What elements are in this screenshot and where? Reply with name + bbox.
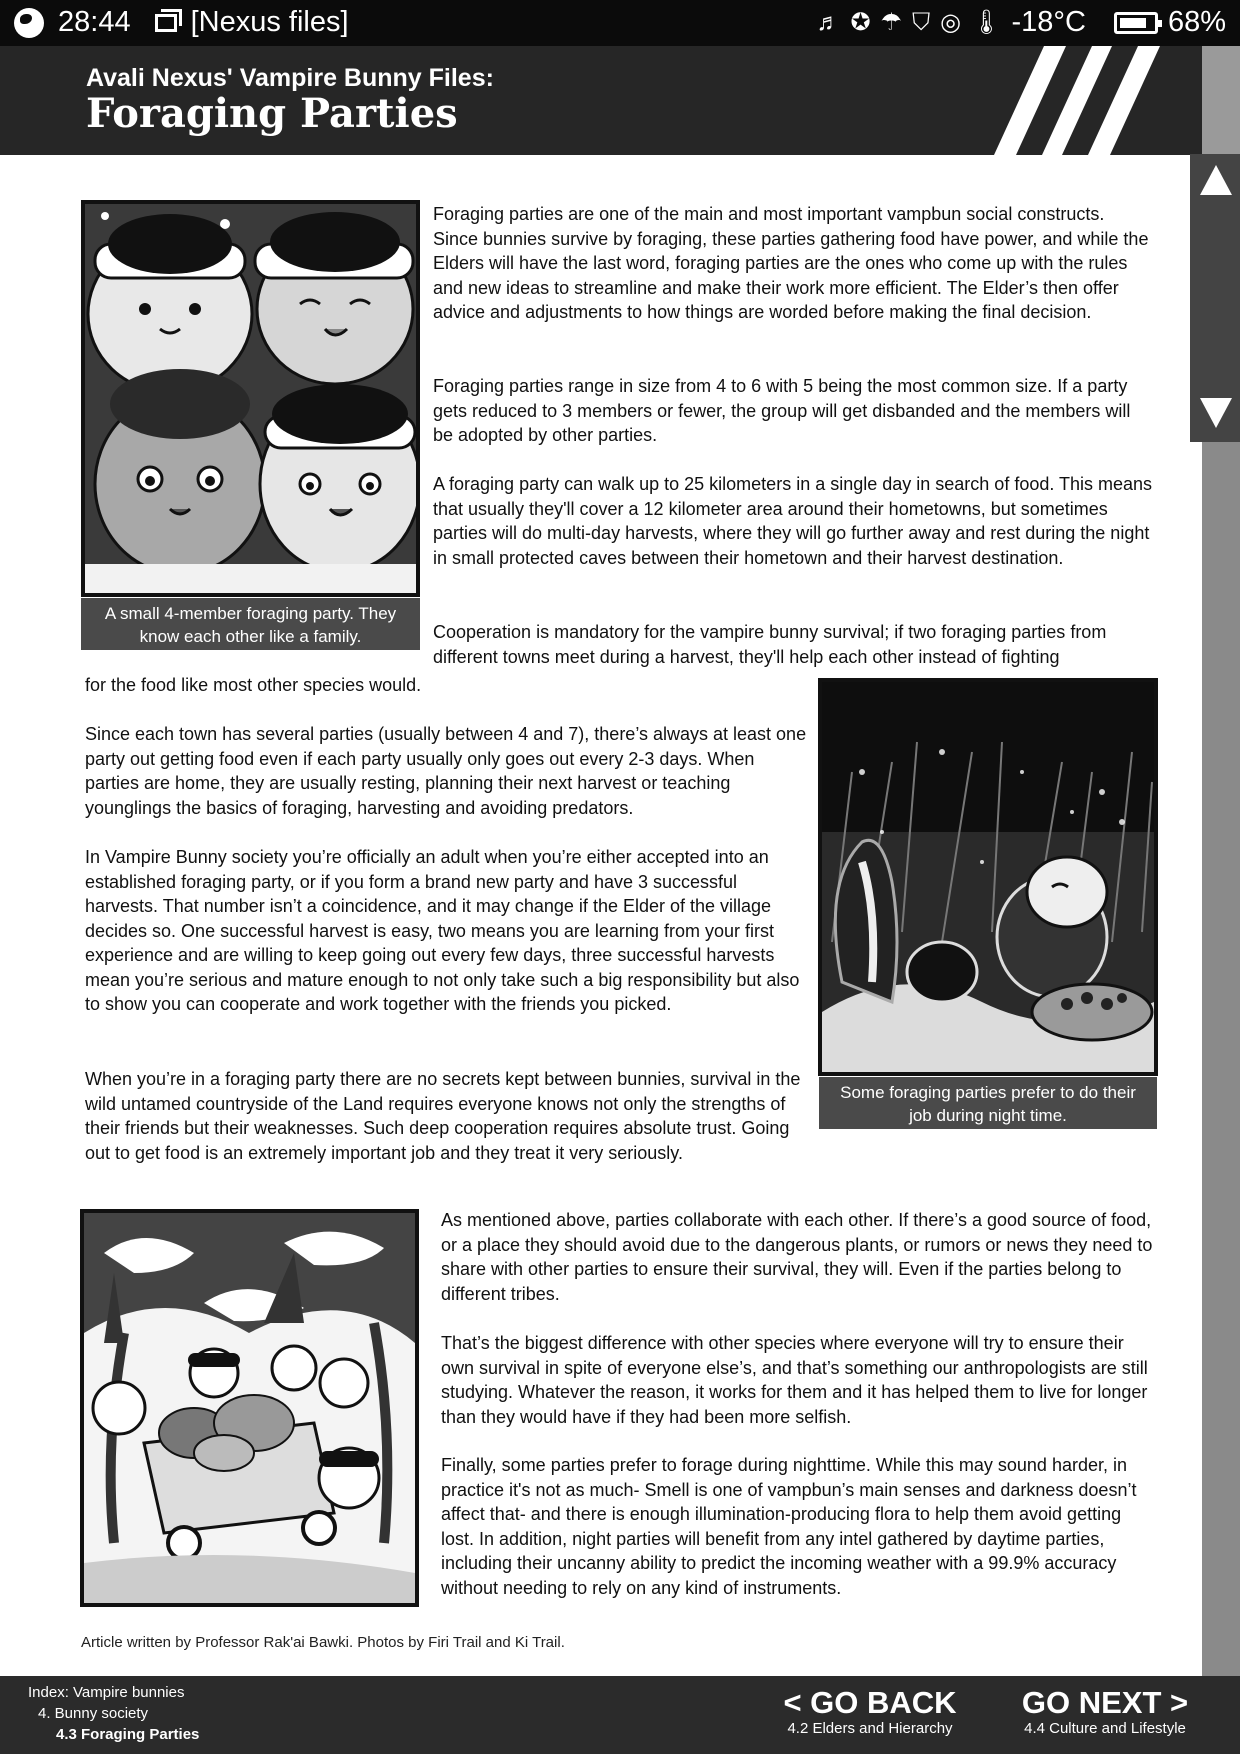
globe-icon[interactable] — [14, 8, 44, 38]
index-root-link[interactable]: Index: Vampire bunnies — [28, 1684, 185, 1701]
caption-foraging-party: A small 4-member foraging party. They know each other like a family. — [81, 598, 420, 650]
go-back-target: 4.2 Elders and Hierarchy — [787, 1720, 953, 1737]
status-bar — [0, 0, 1240, 46]
page-title: Foraging Parties — [86, 90, 458, 137]
battery-icon — [1114, 12, 1158, 34]
headphones-icon: ♬ — [816, 8, 841, 36]
article-paragraph-4b: for the food like most other species would. — [85, 675, 422, 695]
page-subtitle: Avali Nexus' Vampire Bunny Files: — [86, 64, 494, 92]
go-back-button[interactable] — [780, 1686, 960, 1737]
night-foraging-illustration — [822, 682, 1154, 1072]
article-credits: Article written by Professor Rak'ai Bawki. Photos by Firi Trail and Ki Trail. — [81, 1634, 565, 1651]
page-header — [0, 46, 1202, 155]
figure-night-foraging — [818, 678, 1158, 1076]
article-paragraph-1: Foraging parties are one of the main and most important vampbun social constructs. Since bunnies survive by foraging, these parties gathering food have power, and while the Elders will have the last word, foraging parties are the ones who come up with the rules and new ideas to streamline and make their work more efficient. The Elder’s then offer advice and adjustments to how things are worded before making the final decision. — [433, 204, 1149, 322]
index-current-item: 4.3 Foraging Parties — [56, 1726, 200, 1743]
scrollbar-top-cap — [1202, 46, 1240, 154]
article-paragraph-8: As mentioned above, parties collaborate with each other. If there’s a good source of food, or a place they should avoid due to the dangerous plants, or rumors or news they need to share with other parties to ensure their survival, they will. Even if the parties belong to different tribes. — [441, 1210, 1153, 1304]
weather-icon: ☂ — [880, 8, 903, 36]
article-paragraph-9: That’s the biggest difference with other species where everyone will try to ensure their own survival in spite of everyone else’s, and that’s something our anthropologists are still studying. Whatever the reason, it works for them and it has helped them to live for longer than they would have if they had been more selfish. — [441, 1333, 1148, 1427]
foraging-party-illustration — [85, 204, 416, 593]
article-paragraph-5: Since each town has several parties (usually between 4 and 7), there’s always at least one party out getting food even if each party usually only goes out every 2-3 days. When parties are home, they are usually resting, planning their next harvest or teaching younglings the basics of foraging, harvesting and avoiding predators. — [85, 724, 807, 818]
article-paragraph-4a: Cooperation is mandatory for the vampire bunny survival; if two foraging parties from different towns meet during a harvest, they'll help each other instead of fighting — [433, 622, 1107, 667]
article-paragraph-7: When you’re in a foraging party there are no secrets kept between bunnies, survival in the wild untamed countryside of the Land requires everyone knows not only the strengths of their friends but their weaknesses. Such deep cooperation requires absolute trust. Going out to get food is an extremely important job and they treat it very seriously. — [85, 1069, 801, 1163]
scroll-down-icon[interactable] — [1200, 398, 1232, 428]
window-title: [Nexus files] — [190, 6, 349, 38]
thermometer-icon: 🌡 — [971, 8, 1002, 36]
scroll-up-icon[interactable] — [1200, 165, 1232, 195]
article-paragraph-6: In Vampire Bunny society you’re officially an adult when you’re either accepted into an established foraging party, or if you form a brand new party and have 3 successful harvests. That number isn’t a coincidence, and it may change if the Elder of the village decides so. One successful harvest is easy, two means you are learning from your first experience and are willing to keep going out every few days, three successful harvests mean you’re serious and mature enough to not only take such a big responsibility but also to show you can cooperate and work together with the friends you picked. — [85, 847, 800, 1014]
target-icon: ◎ — [940, 8, 962, 36]
shield-icon: ⛉ — [912, 8, 931, 36]
article-paragraph-2: Foraging parties range in size from 4 to 6 with 5 being the most common size. If a party gets reduced to 3 members or fewer, the group will get disbanded and the members will be adopted by other parties. — [433, 376, 1131, 445]
go-next-target: 4.4 Culture and Lifestyle — [1024, 1720, 1186, 1737]
header-stripes-decoration — [902, 46, 1202, 155]
figure-wagon-party — [80, 1209, 419, 1607]
index-section-link[interactable]: 4. Bunny society — [38, 1705, 149, 1722]
footer-nav — [0, 1676, 1240, 1754]
battery-percent: 68% — [1167, 6, 1226, 38]
go-back-label: < GO BACK — [783, 1685, 957, 1720]
window-switch-icon[interactable] — [155, 14, 177, 32]
star-icon: ✪ — [850, 8, 871, 36]
article-paragraph-10: Finally, some parties prefer to forage during nighttime. While this may sound harder, in practice it's not as much- Smell is one of vampbun’s main senses and darkness doesn’t affect that- and there is enough illumination-producing flora to help them avoid getting lost. In addition, night parties will benefit from any intel gathered by daytime parties, including their uncanny ability to predict the incoming weather with a 99.9% accuracy without needing to rely on any kind of instruments. — [441, 1455, 1137, 1598]
wagon-party-illustration — [84, 1213, 415, 1603]
figure-foraging-party — [81, 200, 420, 597]
article-paragraph-3: A foraging party can walk up to 25 kilometers in a single day in search of food. This means that usually they'll cover a 12 kilometer area around their hometowns, but sometimes parties will do multi-day harvests, where they will go further away and rest during the night in small protected caves between their hometown and their harvest destination. — [433, 474, 1153, 568]
temperature: -18°C — [1011, 6, 1086, 38]
go-next-label: GO NEXT > — [1021, 1685, 1189, 1720]
status-time: 28:44 — [58, 6, 131, 38]
caption-night-foraging: Some foraging parties prefer to do their job during night time. — [819, 1077, 1157, 1129]
go-next-button[interactable] — [1010, 1686, 1200, 1737]
